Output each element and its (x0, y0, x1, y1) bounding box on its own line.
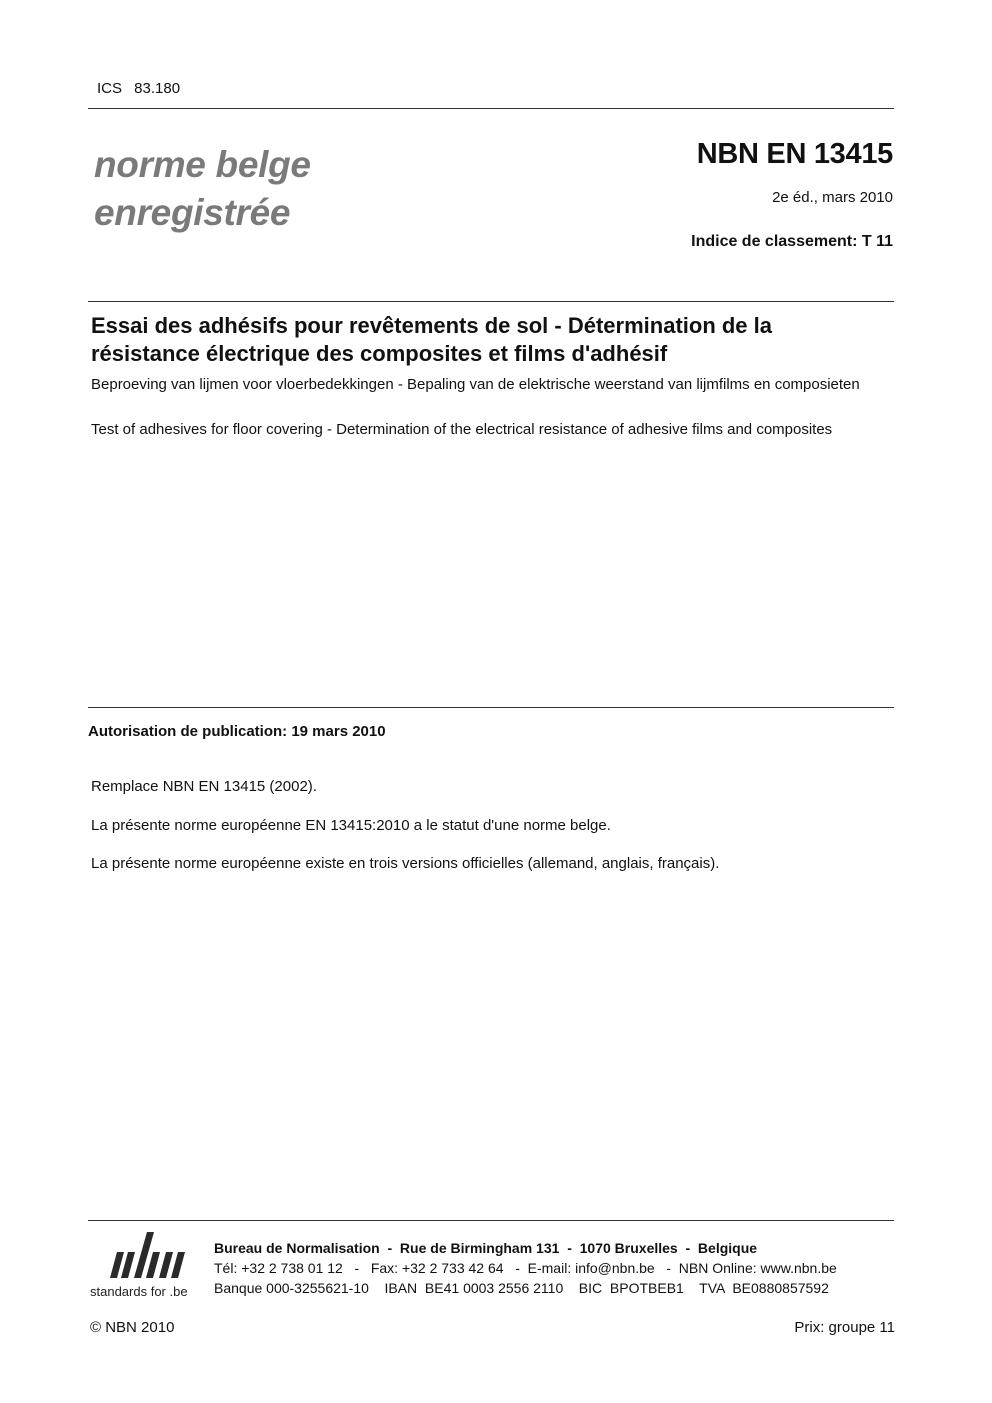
bank-details: Banque 000-3255621-10 IBAN BE41 0003 2556 2110 BIC BPOTBEB1 TVA BE0880857592 (214, 1280, 829, 1296)
brand-line-1: norme belge (94, 144, 311, 185)
title-divider (88, 301, 894, 302)
versions-note: La présente norme européenne existe en trois versions officielles (allemand, anglais, français). (91, 855, 720, 872)
copyright: © NBN 2010 (90, 1319, 175, 1336)
edition-date: 2e éd., mars 2010 (772, 189, 893, 206)
price-group: Prix: groupe 11 (794, 1319, 895, 1336)
brand-line-2: enregistrée (94, 192, 291, 233)
title-dutch: Beproeving van lijmen voor vloerbedekkingen - Bepaling van de elektrische weerstand van lijmfilms en composieten (91, 376, 860, 393)
title-french: Essai des adhésifs pour revêtements de sol - Détermination de la résistance électrique des composites et films d'adhésif (91, 313, 773, 366)
nbn-logo-icon (108, 1232, 188, 1280)
bureau-address: Bureau de Normalisation - Rue de Birmingham 131 - 1070 Bruxelles - Belgique (214, 1240, 758, 1256)
logo-tagline: standards for .be (90, 1284, 188, 1299)
nbn-logo (90, 1232, 202, 1306)
replaces-note: Remplace NBN EN 13415 (2002). (91, 778, 317, 795)
status-note: La présente norme européenne EN 13415:2010 a le statut d'une norme belge. (91, 817, 611, 834)
classification-index: Indice de classement: T 11 (691, 233, 893, 250)
footer-divider (88, 1220, 894, 1221)
contact-details: Tél: +32 2 738 01 12 - Fax: +32 2 733 42 64 - E-mail: info@nbn.be - NBN Online: www.nbn.be (214, 1260, 837, 1276)
header-divider (88, 108, 894, 109)
brand-title (94, 141, 311, 237)
publication-divider (88, 707, 894, 708)
publication-authorisation: Autorisation de publication: 19 mars 2010 (88, 723, 386, 740)
standard-number: NBN EN 13415 (696, 138, 893, 170)
title-english: Test of adhesives for floor covering - Determination of the electrical resistance of adhesive films and composites (91, 421, 833, 438)
ics-code: ICS 83.180 (97, 80, 181, 97)
